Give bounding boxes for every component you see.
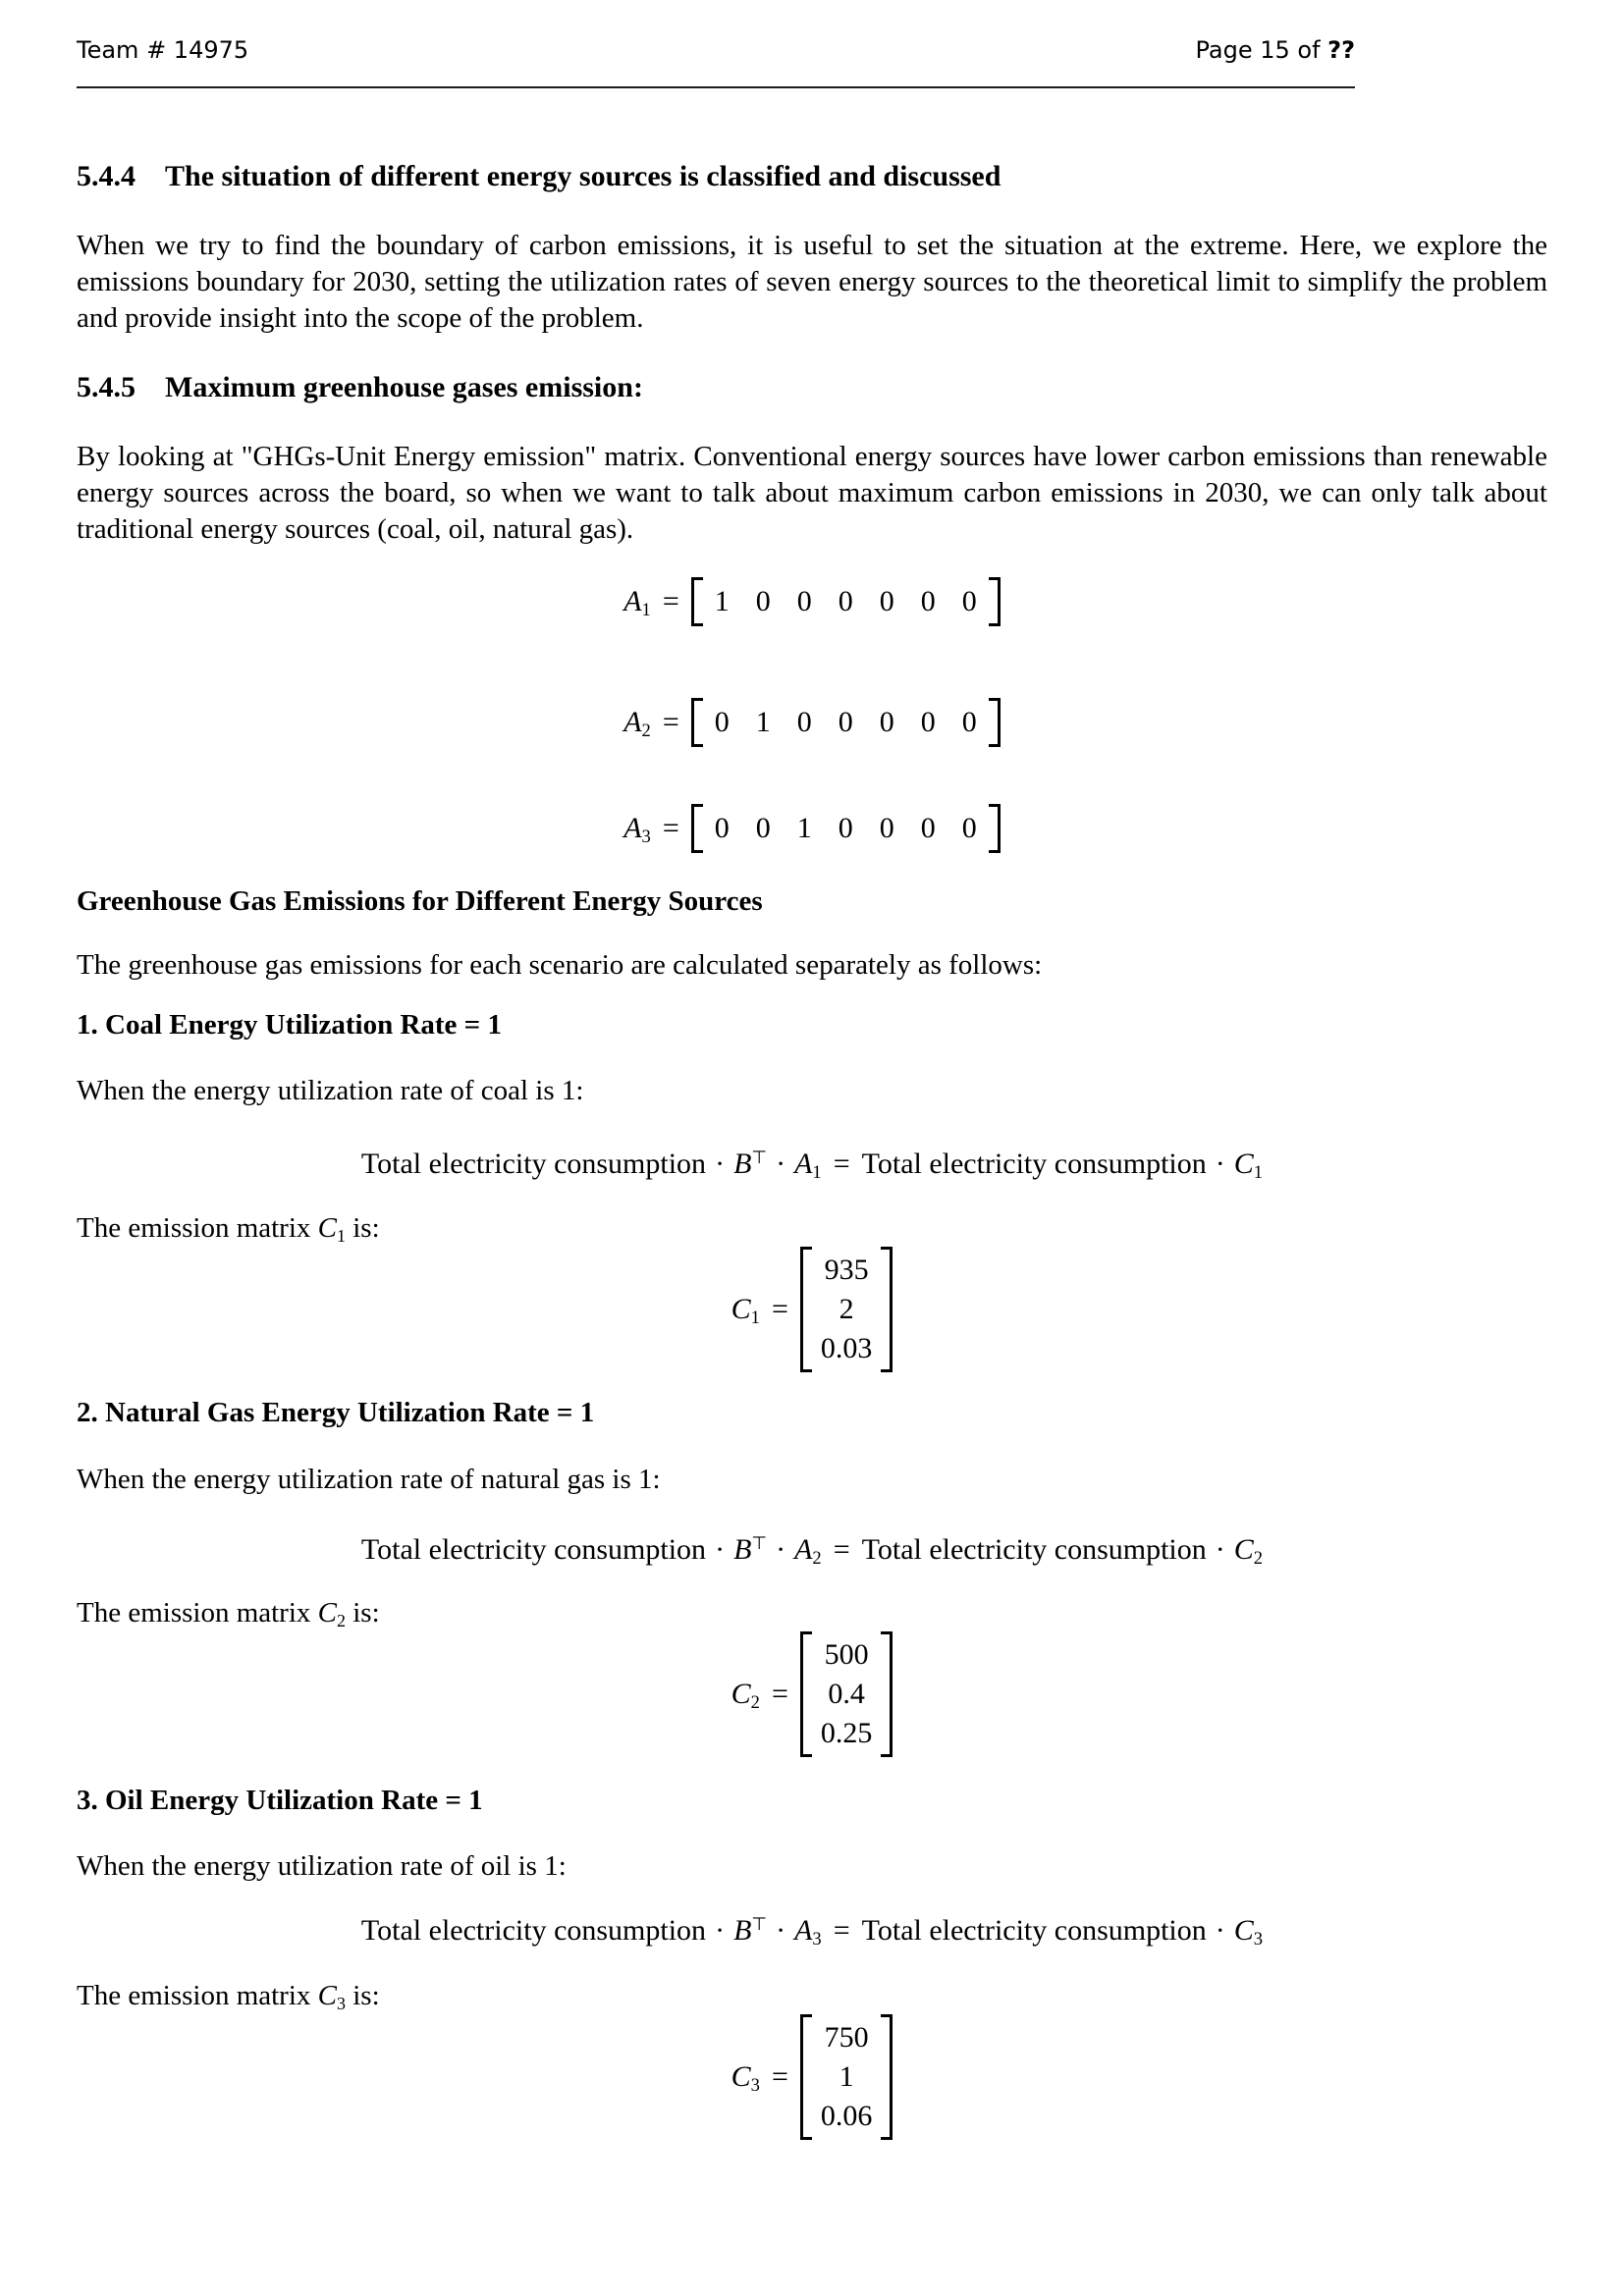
math-subscript: 1 bbox=[750, 1308, 760, 1329]
bracket-left bbox=[691, 698, 703, 747]
matrix-label-text: is: bbox=[352, 1212, 380, 1244]
scenario-3-matrix-equation bbox=[77, 2018, 1547, 2140]
paragraph-544: When we try to find the boundary of carbon emissions, it is useful to set the situation at the extreme. Here, we explore the emissions boundary for 2030, setting the utilization rates of seven energy sources to the theoretical limit to simplify the problem and provide insight into the scope of the problem. bbox=[77, 230, 1547, 334]
cdot-operator: · bbox=[715, 1148, 726, 1180]
math-subscript: 2 bbox=[641, 721, 651, 742]
math-subscript: 1 bbox=[337, 1226, 346, 1247]
bracket-left bbox=[691, 577, 703, 626]
math-subscript: 2 bbox=[812, 1548, 822, 1570]
page-number-label: Page 15 of bbox=[1195, 36, 1328, 64]
vector-value: 0 bbox=[714, 706, 730, 738]
math-subscript: 3 bbox=[1253, 1929, 1264, 1950]
page-number bbox=[1195, 35, 1355, 65]
bracket-left bbox=[800, 2014, 812, 2140]
matrix-label-text: The emission matrix bbox=[77, 1212, 311, 1244]
column-matrix-values bbox=[812, 1247, 882, 1372]
scenario-2-heading: 2. Natural Gas Energy Utilization Rate = 1 bbox=[77, 1397, 595, 1428]
section-title: Maximum greenhouse gases emission: bbox=[165, 371, 643, 403]
math-var: A bbox=[623, 584, 642, 617]
vector-value: 0 bbox=[879, 585, 894, 617]
scenario-2-intro: When the energy utilization rate of natural gas is 1: bbox=[77, 1464, 661, 1495]
vector-value: 0 bbox=[714, 812, 730, 844]
vector-value: 0 bbox=[879, 706, 894, 738]
vector-value: 0 bbox=[961, 706, 977, 738]
equation-text: Total electricity consumption bbox=[360, 1533, 707, 1566]
matrix-value: 750 bbox=[824, 2021, 869, 2054]
bracket-right bbox=[881, 2014, 893, 2140]
matrix-label-text: The emission matrix bbox=[77, 1597, 311, 1629]
equals-sign: = bbox=[833, 1148, 850, 1180]
cdot-operator: · bbox=[1215, 1533, 1225, 1566]
section-number: 5.4.5 bbox=[77, 371, 135, 403]
scenario-2-equation bbox=[77, 1530, 1547, 1570]
cdot-operator: · bbox=[1215, 1914, 1225, 1947]
section-title: The situation of different energy sources is classified and discussed bbox=[165, 160, 1001, 192]
bracket-right bbox=[989, 698, 1001, 747]
scenario-1-heading: 1. Coal Energy Utilization Rate = 1 bbox=[77, 1009, 502, 1041]
column-matrix bbox=[800, 1631, 893, 1757]
column-matrix bbox=[800, 1247, 893, 1372]
scenario-3-equation bbox=[77, 1911, 1547, 1950]
math-var-c: C bbox=[731, 1677, 751, 1710]
section-heading-544 bbox=[77, 159, 1547, 194]
bracket-right bbox=[881, 1247, 893, 1372]
section-number: 5.4.4 bbox=[77, 160, 135, 192]
matrix-value: 1 bbox=[839, 2060, 854, 2093]
matrix-label-text: The emission matrix bbox=[77, 1980, 311, 2011]
math-var-c: C bbox=[317, 1212, 337, 1244]
math-var-a: A bbox=[794, 1914, 813, 1947]
row-vector-values bbox=[703, 698, 989, 747]
vector-value: 0 bbox=[838, 585, 853, 617]
math-var-c: C bbox=[731, 1292, 751, 1325]
matrix-value: 0.03 bbox=[820, 1332, 873, 1364]
vector-value: 0 bbox=[961, 585, 977, 617]
equals-sign: = bbox=[662, 705, 679, 738]
vector-value: 0 bbox=[755, 585, 771, 617]
transpose-symbol: ⊤ bbox=[751, 1914, 768, 1935]
bracket-left bbox=[800, 1247, 812, 1372]
cdot-operator: · bbox=[776, 1914, 786, 1947]
equals-sign: = bbox=[771, 1292, 788, 1325]
math-subscript: 1 bbox=[812, 1162, 822, 1184]
ghg-intro: The greenhouse gas emissions for each scenario are calculated separately as follows: bbox=[77, 949, 1043, 981]
equation-a1 bbox=[77, 581, 1547, 626]
math-var-c: C bbox=[731, 2059, 751, 2093]
cdot-operator: · bbox=[776, 1533, 786, 1566]
column-matrix-values bbox=[812, 1631, 882, 1757]
scenario-3-matrix-label bbox=[77, 1978, 1547, 2014]
math-subscript: 2 bbox=[750, 1692, 760, 1714]
math-var-c: C bbox=[1233, 1914, 1254, 1947]
row-vector bbox=[691, 577, 1001, 626]
matrix-value: 0.06 bbox=[820, 2100, 873, 2132]
math-subscript: 3 bbox=[750, 2075, 760, 2097]
equation-a3 bbox=[77, 808, 1547, 853]
equals-sign: = bbox=[771, 2059, 788, 2093]
vector-value: 0 bbox=[920, 585, 936, 617]
equation-text: Total electricity consumption bbox=[861, 1148, 1207, 1180]
bracket-left bbox=[691, 804, 703, 853]
math-subscript: 2 bbox=[1253, 1548, 1264, 1570]
vector-value: 0 bbox=[920, 812, 936, 844]
math-var: A bbox=[623, 811, 642, 844]
matrix-label-text: is: bbox=[352, 1597, 380, 1629]
scenario-3-intro: When the energy utilization rate of oil is 1: bbox=[77, 1850, 567, 1882]
equals-sign: = bbox=[662, 584, 679, 617]
math-var-b: B bbox=[733, 1533, 752, 1566]
bracket-right bbox=[881, 1631, 893, 1757]
row-vector bbox=[691, 698, 1001, 747]
math-var-a: A bbox=[794, 1148, 813, 1180]
equals-sign: = bbox=[771, 1677, 788, 1710]
cdot-operator: · bbox=[776, 1148, 786, 1180]
equals-sign: = bbox=[833, 1914, 850, 1947]
math-subscript: 1 bbox=[641, 600, 651, 621]
team-number: Team # 14975 bbox=[77, 36, 249, 64]
matrix-value: 2 bbox=[839, 1293, 854, 1325]
matrix-label-text: is: bbox=[352, 1980, 380, 2011]
vector-value: 0 bbox=[796, 585, 812, 617]
vector-value: 0 bbox=[920, 706, 936, 738]
vector-value: 1 bbox=[796, 812, 812, 844]
cdot-operator: · bbox=[715, 1533, 726, 1566]
scenario-3-heading: 3. Oil Energy Utilization Rate = 1 bbox=[77, 1785, 483, 1816]
section-heading-545 bbox=[77, 370, 1547, 405]
math-var-c: C bbox=[317, 1980, 337, 2011]
matrix-value: 0.4 bbox=[828, 1678, 865, 1710]
scenario-2-matrix-equation bbox=[77, 1635, 1547, 1757]
row-vector bbox=[691, 804, 1001, 853]
scenario-1-matrix-equation bbox=[77, 1251, 1547, 1372]
math-var-a: A bbox=[794, 1533, 813, 1566]
math-var-c: C bbox=[1233, 1148, 1254, 1180]
vector-value: 0 bbox=[838, 812, 853, 844]
scenario-1-intro: When the energy utilization rate of coal is 1: bbox=[77, 1075, 584, 1106]
equation-a2 bbox=[77, 702, 1547, 747]
bracket-right bbox=[989, 804, 1001, 853]
column-matrix-values bbox=[812, 2014, 882, 2140]
math-subscript: 3 bbox=[337, 1994, 346, 2014]
transpose-symbol: ⊤ bbox=[751, 1148, 768, 1168]
math-var-b: B bbox=[733, 1914, 752, 1947]
vector-value: 1 bbox=[714, 585, 730, 617]
math-var-c: C bbox=[317, 1597, 337, 1629]
cdot-operator: · bbox=[715, 1914, 726, 1947]
math-subscript: 3 bbox=[641, 827, 651, 848]
equals-sign: = bbox=[833, 1533, 850, 1566]
equation-text: Total electricity consumption bbox=[861, 1914, 1207, 1947]
math-var: A bbox=[623, 705, 642, 738]
paragraph-545: By looking at "GHGs-Unit Energy emission" matrix. Conventional energy sources have lower carbon emissions than renewable energy sources across the board, so when we want to talk about maximum carbon emissions in 2030, we can only talk about traditional energy sources (coal, oil, natural gas). bbox=[77, 441, 1547, 545]
scenario-1-equation bbox=[77, 1145, 1547, 1184]
matrix-value: 500 bbox=[824, 1638, 869, 1671]
vector-value: 0 bbox=[961, 812, 977, 844]
math-subscript: 3 bbox=[812, 1929, 822, 1950]
vector-value: 0 bbox=[838, 706, 853, 738]
equals-sign: = bbox=[662, 811, 679, 844]
matrix-value: 0.25 bbox=[820, 1717, 873, 1749]
math-var-c: C bbox=[1233, 1533, 1254, 1566]
math-var-b: B bbox=[733, 1148, 752, 1180]
ghg-heading: Greenhouse Gas Emissions for Different Energy Sources bbox=[77, 885, 763, 917]
matrix-value: 935 bbox=[824, 1254, 869, 1286]
page-header bbox=[77, 35, 1355, 88]
bracket-left bbox=[800, 1631, 812, 1757]
column-matrix bbox=[800, 2014, 893, 2140]
cdot-operator: · bbox=[1215, 1148, 1225, 1180]
page-total-unknown: ?? bbox=[1327, 36, 1355, 64]
transpose-symbol: ⊤ bbox=[751, 1533, 768, 1554]
bracket-right bbox=[989, 577, 1001, 626]
equation-text: Total electricity consumption bbox=[861, 1533, 1207, 1566]
row-vector-values bbox=[703, 804, 989, 853]
math-subscript: 2 bbox=[337, 1611, 346, 1631]
equation-text: Total electricity consumption bbox=[360, 1148, 707, 1180]
vector-value: 0 bbox=[755, 812, 771, 844]
row-vector-values bbox=[703, 577, 989, 626]
math-subscript: 1 bbox=[1253, 1162, 1264, 1184]
vector-value: 1 bbox=[755, 706, 771, 738]
vector-value: 0 bbox=[879, 812, 894, 844]
equation-text: Total electricity consumption bbox=[360, 1914, 707, 1947]
scenario-2-matrix-label bbox=[77, 1595, 1547, 1631]
scenario-1-matrix-label bbox=[77, 1210, 1547, 1247]
vector-value: 0 bbox=[796, 706, 812, 738]
